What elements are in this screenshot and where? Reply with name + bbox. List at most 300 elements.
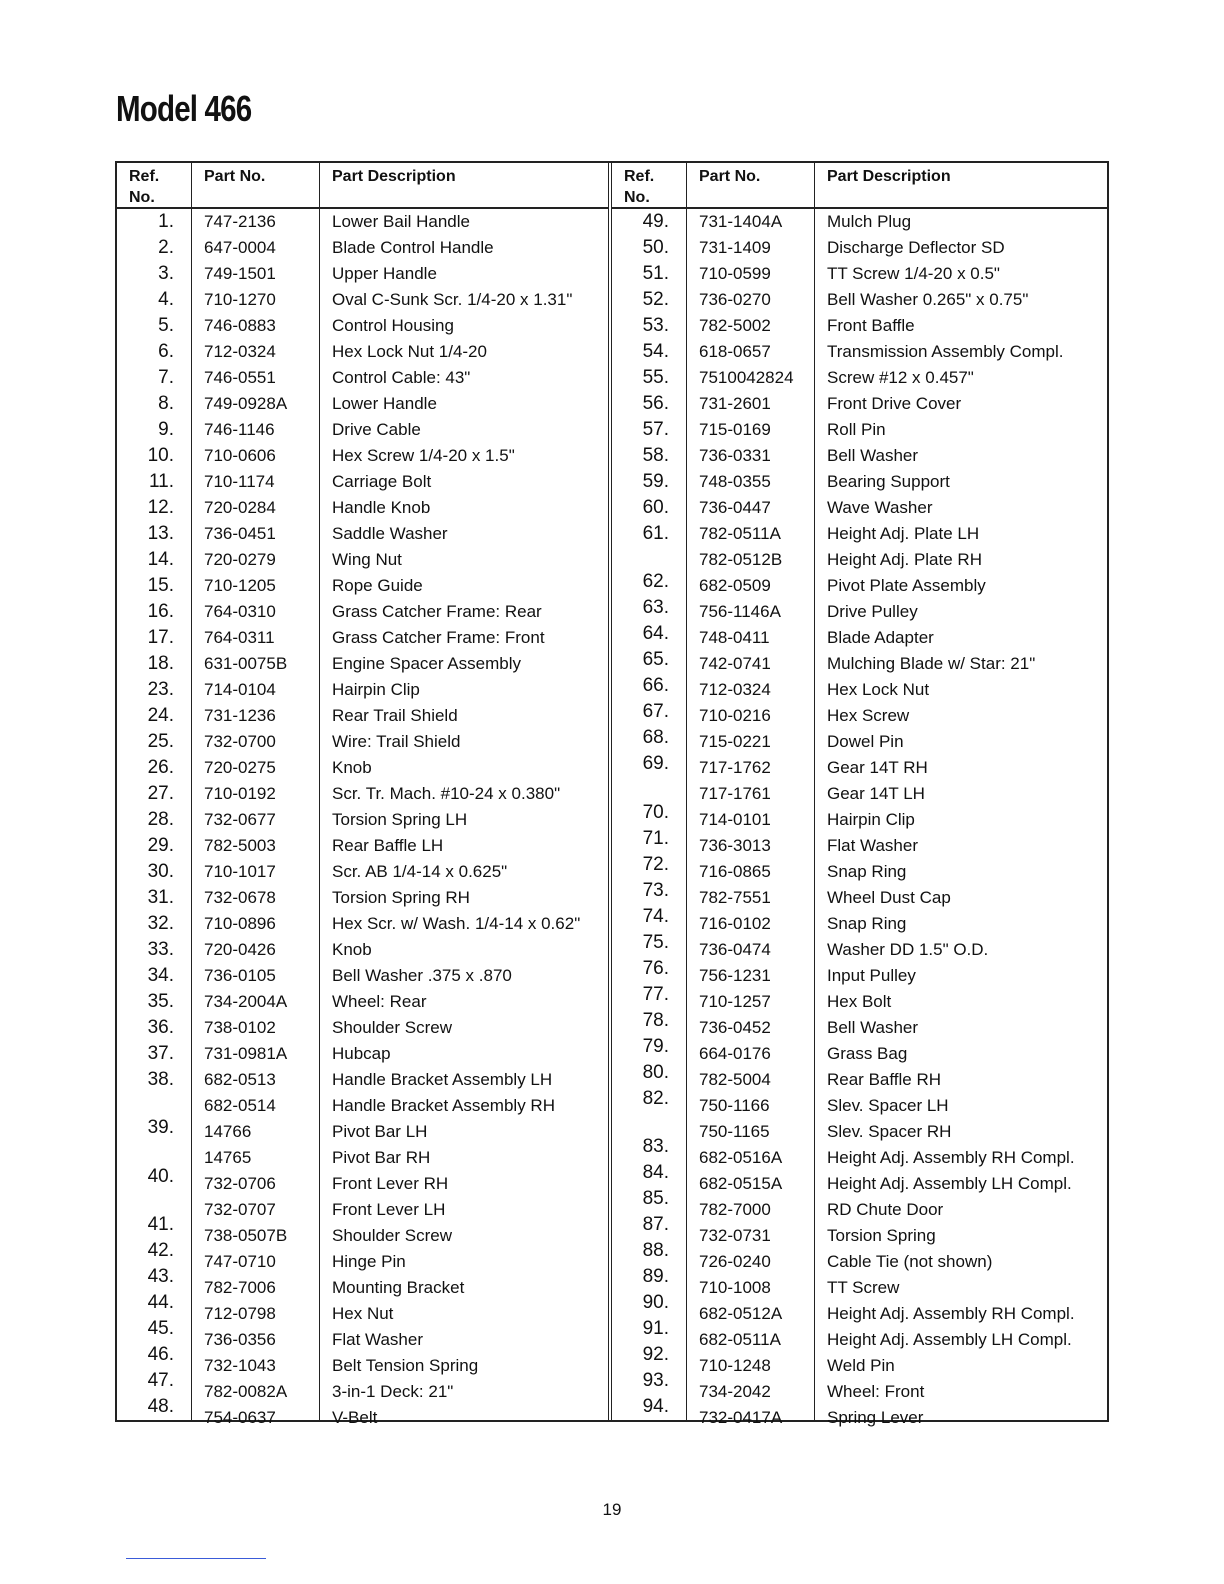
- part-description-cell: V-Belt: [332, 1408, 378, 1427]
- part-description-cell: Flat Washer: [827, 836, 919, 855]
- part-description-cell: Control Cable: 43": [332, 368, 471, 387]
- ref-cell: 73.: [642, 879, 669, 901]
- part-number-cell: 732-0678: [204, 888, 276, 907]
- part-description-cell: Wheel Dust Cap: [827, 888, 951, 907]
- ref-cell: 24.: [147, 705, 174, 726]
- part-number-cell: 710-1008: [699, 1278, 771, 1297]
- ref-cell: 44.: [147, 1291, 174, 1313]
- part-description-cell: Scr. AB 1/4-14 x 0.625": [332, 862, 508, 881]
- part-number-cell: 742-0741: [699, 654, 771, 673]
- part-number-cell: 746-0551: [204, 368, 276, 387]
- ref-cell: 84.: [642, 1161, 669, 1183]
- part-number-cell: 749-1501: [204, 264, 276, 283]
- part-description-cell: Hex Bolt: [827, 992, 892, 1011]
- part-number-cell: 714-0101: [699, 810, 771, 829]
- part-description-cell: Cable Tie (not shown): [827, 1252, 993, 1271]
- ref-cell: 3.: [158, 263, 174, 284]
- part-number-cell: 631-0075B: [204, 654, 288, 673]
- ref-cell: 53.: [642, 315, 669, 336]
- part-number-cell: 710-1205: [204, 576, 276, 595]
- part-number-cell: 712-0324: [204, 342, 276, 361]
- part-description-cell: Hubcap: [332, 1044, 391, 1063]
- part-number-cell: 710-0599: [699, 264, 771, 283]
- part-description-cell: Discharge Deflector SD: [827, 238, 1005, 257]
- ref-cell: 15.: [147, 575, 174, 596]
- part-number-cell: 14765: [204, 1148, 252, 1167]
- ref-cell: 40.: [147, 1165, 174, 1187]
- part-number-cell: 14766: [204, 1122, 252, 1141]
- part-description-cell: Control Housing: [332, 316, 454, 335]
- part-number-cell: 746-1146: [204, 420, 275, 439]
- part-description-cell: Bell Washer .375 x .870: [332, 966, 512, 985]
- ref-cell: 54.: [642, 341, 669, 362]
- part-description-cell: Weld Pin: [827, 1356, 895, 1375]
- part-description-cell: Hex Screw 1/4-20 x 1.5": [332, 446, 515, 465]
- ref-cell: [612, 547, 686, 569]
- part-description-cell: Lower Bail Handle: [332, 212, 470, 231]
- part-description-cell: Height Adj. Assembly RH Compl.: [827, 1148, 1075, 1167]
- part-description-cell: Wheel: Front: [827, 1382, 925, 1401]
- part-description-cell: Height Adj. Plate LH: [827, 524, 980, 543]
- header-ref-line2: No.: [624, 189, 650, 206]
- part-description-cell: RD Chute Door: [827, 1200, 944, 1219]
- part-number-cell: 710-1270: [204, 290, 276, 309]
- ref-cell: 34.: [147, 965, 174, 986]
- part-number-cell: 782-7006: [204, 1278, 276, 1297]
- part-description-cell: Front Lever LH: [332, 1200, 446, 1219]
- ref-cell: 12.: [147, 497, 174, 518]
- table-body: [612, 209, 1107, 1427]
- part-number-cell: 716-0865: [699, 862, 771, 881]
- part-number-cell: 664-0176: [699, 1044, 771, 1063]
- part-number-cell: 726-0240: [699, 1252, 771, 1271]
- part-number-cell: 732-1043: [204, 1356, 276, 1375]
- ref-cell: 92.: [642, 1343, 669, 1365]
- part-number-cell: 731-1409: [699, 238, 771, 257]
- part-description-cell: Drive Cable: [332, 420, 421, 439]
- ref-cell: 58.: [642, 445, 669, 466]
- part-number-cell: 731-2601: [699, 394, 771, 413]
- part-number-cell: 736-0356: [204, 1330, 276, 1349]
- part-description-cell: Bell Washer 0.265" x 0.75": [827, 290, 1029, 309]
- page-title: Model 466: [116, 88, 252, 129]
- part-number-cell: 732-0731: [699, 1226, 771, 1245]
- ref-cell: 23.: [147, 679, 174, 700]
- ref-cell: 90.: [642, 1291, 669, 1313]
- part-number-cell: 750-1166: [699, 1096, 770, 1115]
- ref-cell: 37.: [147, 1043, 174, 1064]
- ref-cell: 26.: [147, 757, 174, 778]
- part-description-cell: Slev. Spacer LH: [827, 1096, 949, 1115]
- part-number-cell: 647-0004: [204, 238, 276, 257]
- part-description-cell: Wing Nut: [332, 550, 402, 569]
- part-description-cell: Pivot Plate Assembly: [827, 576, 986, 595]
- part-number-cell: 720-0275: [204, 758, 276, 777]
- parts-table-right: [612, 163, 1107, 1427]
- ref-cell: 27.: [147, 783, 174, 804]
- part-description-cell: Shoulder Screw: [332, 1226, 453, 1245]
- part-number-cell: 734-2042: [699, 1382, 771, 1401]
- part-number-cell: 710-0896: [204, 914, 276, 933]
- part-description-cell: Transmission Assembly Compl.: [827, 342, 1064, 361]
- ref-cell: 17.: [147, 627, 174, 648]
- ref-cell: [117, 1141, 191, 1163]
- part-number-cell: 782-0082A: [204, 1382, 288, 1401]
- ref-cell: 57.: [642, 419, 669, 440]
- ref-cell: 55.: [642, 367, 669, 388]
- ref-cell: 82.: [642, 1087, 669, 1109]
- part-number-cell: 738-0507B: [204, 1226, 288, 1245]
- ref-cell: 2.: [158, 237, 174, 258]
- ref-column: [117, 209, 192, 1420]
- part-description-cell: Hairpin Clip: [332, 680, 420, 699]
- part-description-cell: Engine Spacer Assembly: [332, 654, 521, 673]
- ref-cell: 36.: [147, 1017, 174, 1038]
- ref-cell: 68.: [642, 727, 669, 749]
- part-number-cell: 682-0511A: [699, 1330, 781, 1349]
- part-description-cell: Blade Control Handle: [332, 238, 494, 257]
- ref-cell: 69.: [642, 753, 669, 775]
- part-number-cell: 734-2004A: [204, 992, 288, 1011]
- ref-cell: 48.: [147, 1395, 174, 1417]
- part-number-cell: 748-0355: [699, 472, 771, 491]
- part-description-cell: Input Pulley: [827, 966, 916, 985]
- ref-cell: 72.: [642, 853, 669, 875]
- part-number-cell: 732-0700: [204, 732, 276, 751]
- part-description-cell: Flat Washer: [332, 1330, 424, 1349]
- part-number-cell: 748-0411: [699, 628, 770, 647]
- ref-cell: 41.: [147, 1213, 174, 1235]
- part-description-cell: Rear Baffle RH: [827, 1070, 942, 1089]
- header-part-no: Part No.: [192, 163, 320, 207]
- part-number-cell: 749-0928A: [204, 394, 288, 413]
- part-description-cell: Washer DD 1.5" O.D.: [827, 940, 989, 959]
- header-ref: [117, 163, 192, 207]
- part-description-cell: Gear 14T LH: [827, 784, 925, 803]
- part-description-cell: Screw #12 x 0.457": [827, 368, 974, 387]
- ref-cell: 67.: [642, 701, 669, 723]
- part-description-cell: Roll Pin: [827, 420, 886, 439]
- part-number-cell: 754-0637: [204, 1408, 276, 1427]
- part-description-cell: Hex Nut: [332, 1304, 394, 1323]
- ref-cell: 25.: [147, 731, 174, 752]
- part-description-cell: Height Adj. Assembly LH Compl.: [827, 1174, 1072, 1193]
- footer-rule: [126, 1558, 266, 1559]
- ref-cell: 5.: [158, 315, 174, 336]
- ref-cell: 51.: [642, 263, 669, 284]
- part-description-cell: Saddle Washer: [332, 524, 448, 543]
- part-number-cell: 682-0509: [699, 576, 771, 595]
- part-description-cell: Wheel: Rear: [332, 992, 427, 1011]
- part-number-cell: 736-0331: [699, 446, 771, 465]
- ref-cell: 91.: [642, 1317, 669, 1339]
- header-ref: [612, 163, 687, 207]
- header-ref-line1: Ref.: [129, 168, 160, 185]
- ref-cell: 88.: [642, 1239, 669, 1261]
- part-description-cell: Hex Scr. w/ Wash. 1/4-14 x 0.62": [332, 914, 581, 933]
- part-number-cell: 736-0105: [204, 966, 276, 985]
- part-description-cell: Carriage Bolt: [332, 472, 432, 491]
- part-description-cell: Torsion Spring LH: [332, 810, 468, 829]
- ref-cell: 45.: [147, 1317, 174, 1339]
- header-part-description: Part Description: [332, 168, 456, 185]
- part-description-cell: Rear Trail Shield: [332, 706, 458, 725]
- ref-cell: 83.: [642, 1135, 669, 1157]
- part-description-cell: Oval C-Sunk Scr. 1/4-20 x 1.31": [332, 290, 573, 309]
- ref-cell: 60.: [642, 497, 669, 518]
- parts-table: [115, 161, 1109, 1427]
- part-number-cell: 710-1017: [204, 862, 276, 881]
- ref-cell: 52.: [642, 289, 669, 310]
- part-number-cell: 714-0104: [204, 680, 276, 699]
- part-no-column: [687, 209, 815, 1427]
- ref-cell: 16.: [147, 601, 174, 622]
- ref-cell: 1.: [158, 211, 174, 232]
- ref-cell: 63.: [642, 597, 669, 619]
- header-ref-line1: Ref.: [624, 168, 655, 185]
- ref-cell: 32.: [147, 913, 174, 934]
- part-number-cell: 682-0513: [204, 1070, 276, 1089]
- ref-cell: [612, 777, 686, 799]
- ref-cell: 29.: [147, 835, 174, 856]
- ref-cell: [612, 1112, 686, 1134]
- part-number-cell: 712-0798: [204, 1304, 276, 1323]
- part-number-cell: 750-1165: [699, 1122, 770, 1141]
- ref-cell: 75.: [642, 931, 669, 953]
- part-number-cell: 731-1236: [204, 706, 276, 725]
- ref-cell: 49.: [642, 211, 669, 232]
- part-number-cell: 746-0883: [204, 316, 276, 335]
- ref-cell: 35.: [147, 991, 174, 1012]
- part-description-cell: Height Adj. Assembly LH Compl.: [827, 1330, 1072, 1349]
- part-number-cell: 756-1231: [699, 966, 771, 985]
- ref-cell: 42.: [147, 1239, 174, 1261]
- ref-cell: 38.: [147, 1069, 174, 1090]
- part-description-cell: Grass Catcher Frame: Rear: [332, 602, 542, 621]
- part-number-cell: 717-1761: [699, 784, 771, 803]
- part-number-cell: 710-0606: [204, 446, 276, 465]
- part-description-cell: Wire: Trail Shield: [332, 732, 461, 751]
- part-description-cell: Handle Knob: [332, 498, 431, 517]
- part-number-cell: 732-0677: [204, 810, 276, 829]
- part-no-column: [192, 209, 320, 1427]
- ref-cell: 7.: [158, 367, 174, 388]
- part-number-cell: 736-0270: [699, 290, 771, 309]
- part-description-cell: Bell Washer: [827, 1018, 919, 1037]
- ref-cell: 64.: [642, 623, 669, 645]
- ref-cell: 14.: [147, 549, 174, 570]
- header-part-no: Part No.: [687, 163, 815, 207]
- part-number-cell: 717-1762: [699, 758, 771, 777]
- part-number-cell: 782-7551: [699, 888, 771, 907]
- part-description-cell: Rope Guide: [332, 576, 423, 595]
- ref-cell: 46.: [147, 1343, 174, 1365]
- part-number-cell: 782-0512B: [699, 550, 783, 569]
- ref-cell: 6.: [158, 341, 174, 362]
- part-description-cell: Rear Baffle LH: [332, 836, 444, 855]
- part-description-cell: Slev. Spacer RH: [827, 1122, 952, 1141]
- part-description-cell: Pivot Bar LH: [332, 1122, 428, 1141]
- part-description-cell: Height Adj. Plate RH: [827, 550, 982, 569]
- part-description-cell: Front Drive Cover: [827, 394, 962, 413]
- part-description-cell: Wave Washer: [827, 498, 933, 517]
- ref-cell: 80.: [642, 1061, 669, 1083]
- part-description-cell: TT Screw 1/4-20 x 0.5": [827, 264, 1000, 283]
- ref-cell: 94.: [642, 1395, 669, 1417]
- part-description-cell: Bearing Support: [827, 472, 950, 491]
- part-number-cell: 682-0515A: [699, 1174, 783, 1193]
- ref-cell: 61.: [642, 523, 669, 544]
- part-number-cell: 747-0710: [204, 1252, 276, 1271]
- ref-cell: 66.: [642, 675, 669, 697]
- part-description-cell: Blade Adapter: [827, 628, 934, 647]
- part-description-cell: Knob: [332, 940, 372, 959]
- ref-cell: 31.: [147, 887, 174, 908]
- part-description-cell: Height Adj. Assembly RH Compl.: [827, 1304, 1075, 1323]
- part-number-cell: 782-0511A: [699, 524, 781, 543]
- ref-cell: 9.: [158, 419, 174, 440]
- part-number-cell: 756-1146A: [699, 602, 781, 621]
- ref-cell: 11.: [148, 471, 174, 492]
- part-number-cell: 710-1248: [699, 1356, 771, 1375]
- ref-cell: 8.: [158, 393, 174, 414]
- ref-cell: 30.: [147, 861, 174, 882]
- ref-cell: 28.: [147, 809, 174, 830]
- part-number-cell: 736-0452: [699, 1018, 771, 1037]
- part-number-cell: 682-0514: [204, 1096, 276, 1115]
- description-column: [320, 209, 608, 1427]
- part-number-cell: 764-0311: [204, 628, 275, 647]
- part-description-cell: Front Baffle: [827, 316, 915, 335]
- part-description-cell: Drive Pulley: [827, 602, 918, 621]
- part-description-cell: TT Screw: [827, 1278, 900, 1297]
- page-number: 19: [602, 1500, 622, 1519]
- part-description-cell: Snap Ring: [827, 862, 907, 881]
- part-description-cell: Front Lever RH: [332, 1174, 449, 1193]
- part-number-cell: 782-5004: [699, 1070, 771, 1089]
- ref-cell: 10.: [147, 445, 174, 466]
- ref-cell: 39.: [147, 1117, 174, 1139]
- table-header: [612, 163, 1107, 209]
- part-number-cell: 710-0216: [699, 706, 771, 725]
- part-description-cell: Grass Bag: [827, 1044, 908, 1063]
- part-description-cell: Spring Lever: [827, 1408, 924, 1427]
- part-number-cell: 731-0981A: [204, 1044, 288, 1063]
- part-number-cell: 738-0102: [204, 1018, 276, 1037]
- part-number-cell: 731-1404A: [699, 212, 783, 231]
- part-number-cell: 732-0417A: [699, 1408, 783, 1427]
- part-number-cell: 682-0516A: [699, 1148, 783, 1167]
- part-number-cell: 782-5003: [204, 836, 276, 855]
- ref-cell: 62.: [642, 571, 669, 593]
- part-number-cell: 710-0192: [204, 784, 276, 803]
- ref-cell: 65.: [642, 649, 669, 671]
- part-number-cell: 782-7000: [699, 1200, 771, 1219]
- ref-cell: 13.: [147, 523, 174, 544]
- ref-cell: 4.: [158, 289, 174, 310]
- ref-cell: 71.: [642, 827, 669, 849]
- part-number-cell: 764-0310: [204, 602, 276, 621]
- part-description-cell: Torsion Spring RH: [332, 888, 470, 907]
- ref-cell: 47.: [147, 1369, 174, 1391]
- part-number-cell: 732-0707: [204, 1200, 276, 1219]
- part-number-cell: 720-0426: [204, 940, 276, 959]
- ref-cell: [117, 1093, 191, 1115]
- part-description-cell: Shoulder Screw: [332, 1018, 453, 1037]
- part-description-cell: Torsion Spring: [827, 1226, 936, 1245]
- part-description-cell: Scr. Tr. Mach. #10-24 x 0.380": [332, 784, 561, 803]
- part-number-cell: 720-0279: [204, 550, 276, 569]
- part-description-cell: Mulch Plug: [827, 212, 912, 231]
- part-description-cell: Hairpin Clip: [827, 810, 915, 829]
- part-number-cell: 682-0512A: [699, 1304, 783, 1323]
- part-number-cell: 716-0102: [699, 914, 771, 933]
- table-header: [117, 163, 608, 209]
- ref-cell: 70.: [642, 801, 669, 823]
- part-description-cell: Handle Bracket Assembly LH: [332, 1070, 553, 1089]
- part-description-cell: Knob: [332, 758, 372, 777]
- ref-cell: 59.: [642, 471, 669, 492]
- part-description-cell: Grass Catcher Frame: Front: [332, 628, 545, 647]
- ref-cell: 93.: [642, 1369, 669, 1391]
- part-description-cell: Mulching Blade w/ Star: 21": [827, 654, 1036, 673]
- ref-cell: 78.: [642, 1009, 669, 1031]
- part-number-cell: 715-0221: [699, 732, 771, 751]
- part-description-cell: Hex Lock Nut 1/4-20: [332, 342, 487, 361]
- ref-cell: 76.: [642, 957, 669, 979]
- part-number-cell: 736-0451: [204, 524, 276, 543]
- description-column: [815, 209, 1107, 1427]
- part-description-cell: Mounting Bracket: [332, 1278, 465, 1297]
- part-number-cell: 712-0324: [699, 680, 771, 699]
- ref-cell: 79.: [642, 1035, 669, 1057]
- part-description-cell: Hex Lock Nut: [827, 680, 930, 699]
- part-description-cell: Pivot Bar RH: [332, 1148, 431, 1167]
- part-description-cell: Bell Washer: [827, 446, 919, 465]
- parts-table-left: [117, 163, 612, 1427]
- header-ref-line2: No.: [129, 189, 155, 206]
- part-description-cell: Gear 14T RH: [827, 758, 928, 777]
- part-description-cell: 3-in-1 Deck: 21": [332, 1382, 454, 1401]
- table-body: [117, 209, 608, 1427]
- part-description-cell: Hex Screw: [827, 706, 910, 725]
- part-number-cell: 618-0657: [699, 342, 771, 361]
- part-number-cell: 736-0447: [699, 498, 771, 517]
- part-number-cell: 710-1174: [204, 472, 275, 491]
- ref-cell: 85.: [642, 1187, 669, 1209]
- part-description-cell: Lower Handle: [332, 394, 437, 413]
- part-number-cell: 747-2136: [204, 212, 276, 231]
- part-number-cell: 720-0284: [204, 498, 276, 517]
- part-number-cell: 736-3013: [699, 836, 771, 855]
- part-number-cell: 710-1257: [699, 992, 771, 1011]
- part-number-cell: 736-0474: [699, 940, 771, 959]
- ref-cell: 89.: [642, 1265, 669, 1287]
- part-description-cell: Dowel Pin: [827, 732, 904, 751]
- ref-cell: 56.: [642, 393, 669, 414]
- part-number-cell: 7510042824: [699, 368, 794, 387]
- part-description-cell: Upper Handle: [332, 264, 437, 283]
- header-part-description: Part Description: [827, 168, 951, 185]
- part-number-cell: 732-0706: [204, 1174, 276, 1193]
- ref-cell: 87.: [642, 1213, 669, 1235]
- ref-cell: 18.: [147, 653, 174, 674]
- ref-cell: 50.: [642, 237, 669, 258]
- ref-cell: 74.: [642, 905, 669, 927]
- ref-cell: 77.: [642, 983, 669, 1005]
- part-description-cell: Snap Ring: [827, 914, 907, 933]
- ref-cell: [117, 1190, 191, 1212]
